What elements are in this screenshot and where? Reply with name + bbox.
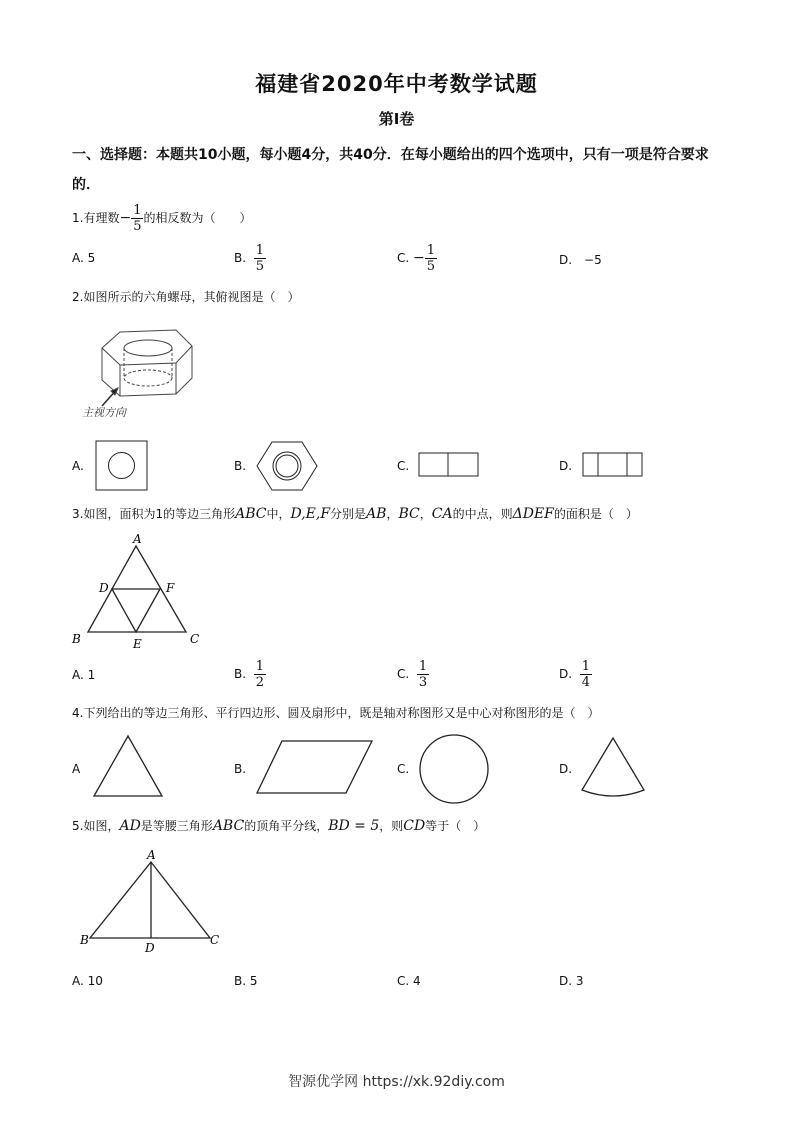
question-4: 4.下列给出的等边三角形、平行四边形、圆及扇形中，既是轴对称图形又是中心对称图形的是（ ） xyxy=(72,706,600,720)
q2-option-d-label: D. xyxy=(559,459,573,473)
q3-triangle-figure xyxy=(70,532,205,652)
nut-hole-top xyxy=(124,340,172,356)
q1-option-c xyxy=(397,243,437,274)
label-c: C xyxy=(190,632,200,646)
q3-points-def: D,E,F xyxy=(290,506,331,522)
q5-option-b: B. 5 xyxy=(234,974,258,988)
q4-option-a-label: A xyxy=(72,762,81,776)
hexagon-outline xyxy=(257,442,317,490)
q3-option-d-den: 4 xyxy=(581,675,590,690)
view-direction-caption: 主视方向 xyxy=(82,406,126,419)
q3-comma-1: ， xyxy=(386,507,399,521)
q4-option-c-figure xyxy=(414,733,496,805)
q3-option-d-label: D. xyxy=(559,667,573,681)
question-1 xyxy=(72,203,251,234)
q5-option-a: A. 10 xyxy=(72,974,103,988)
q3-option-c-num: 1 xyxy=(418,659,428,674)
q5-text-1: 5.如图， xyxy=(72,819,120,833)
q3-option-b-den: 2 xyxy=(255,675,264,690)
q5-triangle-abc: ABC xyxy=(212,818,245,834)
q1-prefix: 1.有理数 xyxy=(72,211,120,225)
equilateral-triangle xyxy=(94,736,162,796)
question-3 xyxy=(72,505,638,522)
q3-option-c xyxy=(397,659,429,690)
q3-option-d-fraction xyxy=(580,659,592,690)
q5-option-c: C. 4 xyxy=(397,974,421,988)
q5-option-d: D. 3 xyxy=(559,974,584,988)
volume-subtitle: 第Ⅰ卷 xyxy=(378,110,415,128)
nut-top-face xyxy=(102,330,192,365)
q5-segment-ad: AD xyxy=(119,818,141,834)
q1-minus: − xyxy=(119,210,132,226)
label-d: D xyxy=(145,941,155,955)
q3-text-4: 的中点，则 xyxy=(452,507,513,521)
q3-option-b-fraction xyxy=(254,659,266,690)
q3-option-d-num: 1 xyxy=(581,659,590,674)
q2-option-d-figure xyxy=(582,452,644,478)
label-f: F xyxy=(166,581,175,595)
q1-num: 1 xyxy=(133,203,142,218)
question-2: 2.如图所示的六角螺母，其俯视图是（ ） xyxy=(72,290,300,304)
label-b: B xyxy=(72,632,81,646)
nut-hole-bottom xyxy=(124,370,172,386)
q4-option-b-figure xyxy=(254,738,376,796)
q1-option-b-fraction xyxy=(254,243,266,274)
q1-option-b xyxy=(234,243,266,274)
q3-side-ca: CA xyxy=(431,506,453,522)
q5-text-3: 的顶角平分线， xyxy=(244,819,329,833)
q2-option-b-label: B. xyxy=(234,459,247,473)
q5-text-2: 是等腰三角形 xyxy=(140,819,213,833)
question-5 xyxy=(72,817,485,834)
q1-option-c-num: 1 xyxy=(426,243,436,258)
label-e: E xyxy=(133,637,142,651)
q1-option-c-minus: − xyxy=(413,250,425,266)
q3-side-bc: BC xyxy=(398,506,420,522)
q1-fraction xyxy=(131,203,143,234)
q1-option-a: A. 5 xyxy=(72,251,96,265)
q4-option-b-label: B. xyxy=(234,762,247,776)
q5-segment-cd: CD xyxy=(403,818,426,834)
q2-option-a-label: A. xyxy=(72,459,84,473)
q3-text-1: 3.如图，面积为1的等边三角形 xyxy=(72,507,236,521)
q3-text-5: 的面积是（ ） xyxy=(553,507,638,521)
label-c: C xyxy=(210,933,220,947)
q3-comma-2: ， xyxy=(419,507,432,521)
square-outline xyxy=(96,441,147,490)
q1-suffix: 的相反数为（ ） xyxy=(143,211,252,225)
q5-bd-equation: BD = 5 xyxy=(328,818,380,834)
q1-option-c-label: C. xyxy=(397,251,410,265)
q3-option-c-den: 3 xyxy=(418,675,428,690)
q1-option-c-den: 5 xyxy=(426,259,436,274)
circle xyxy=(420,735,488,803)
q3-text-3: 分别是 xyxy=(330,507,367,521)
q4-option-c-label: C. xyxy=(397,762,410,776)
q3-option-d xyxy=(559,659,592,690)
parallelogram xyxy=(257,741,372,793)
rectangle-outline xyxy=(583,453,642,476)
q5-triangle-figure xyxy=(76,846,226,956)
q3-option-b xyxy=(234,659,266,690)
q5-text-5: 等于（ ） xyxy=(425,819,486,833)
q3-text-2: 中， xyxy=(266,507,291,521)
q3-option-b-label: B. xyxy=(234,667,247,681)
q4-option-d-figure xyxy=(578,735,648,799)
page-title: 福建省2020年中考数学试题 xyxy=(255,72,538,96)
q3-option-c-fraction xyxy=(417,659,429,690)
triangle-abc xyxy=(90,862,210,938)
q2-option-c-figure xyxy=(418,452,480,478)
label-b: B xyxy=(80,933,89,947)
q2-option-a-figure xyxy=(94,439,150,493)
nut-body-edges xyxy=(102,346,192,396)
q2-option-c-label: C. xyxy=(397,459,410,473)
q3-option-c-label: C. xyxy=(397,667,410,681)
q3-triangle-def: ΔDEF xyxy=(512,506,554,522)
footer-watermark: 智源优学网 https://xk.92diy.com xyxy=(288,1074,505,1090)
outer-circle xyxy=(273,452,301,480)
sector xyxy=(582,738,644,796)
q3-option-a: A. 1 xyxy=(72,668,96,682)
hex-nut-figure xyxy=(80,318,205,423)
q3-option-b-num: 1 xyxy=(255,659,264,674)
q2-option-b-figure xyxy=(254,439,320,493)
q3-triangle-abc: ABC xyxy=(235,506,267,522)
label-a: A xyxy=(133,532,142,546)
q4-option-a-figure xyxy=(90,733,166,799)
label-a: A xyxy=(147,848,156,862)
triangle-def xyxy=(112,589,160,632)
q1-option-b-num: 1 xyxy=(255,243,264,258)
q1-option-d: D. −5 xyxy=(559,253,602,267)
section-instructions: 一、选择题：本题共10小题，每小题4分，共40分．在每小题给出的四个选项中，只有一项是符合要求的． xyxy=(72,147,709,193)
q1-option-c-fraction xyxy=(425,243,437,274)
q5-text-4: ，则 xyxy=(379,819,404,833)
circle-outline xyxy=(109,453,135,479)
q1-option-b-den: 5 xyxy=(255,259,264,274)
q1-den: 5 xyxy=(133,219,142,234)
q3-side-ab: AB xyxy=(366,506,387,522)
q4-option-d-label: D. xyxy=(559,762,573,776)
label-d: D xyxy=(99,581,109,595)
inner-circle xyxy=(276,455,298,477)
q1-option-b-label: B. xyxy=(234,251,247,265)
